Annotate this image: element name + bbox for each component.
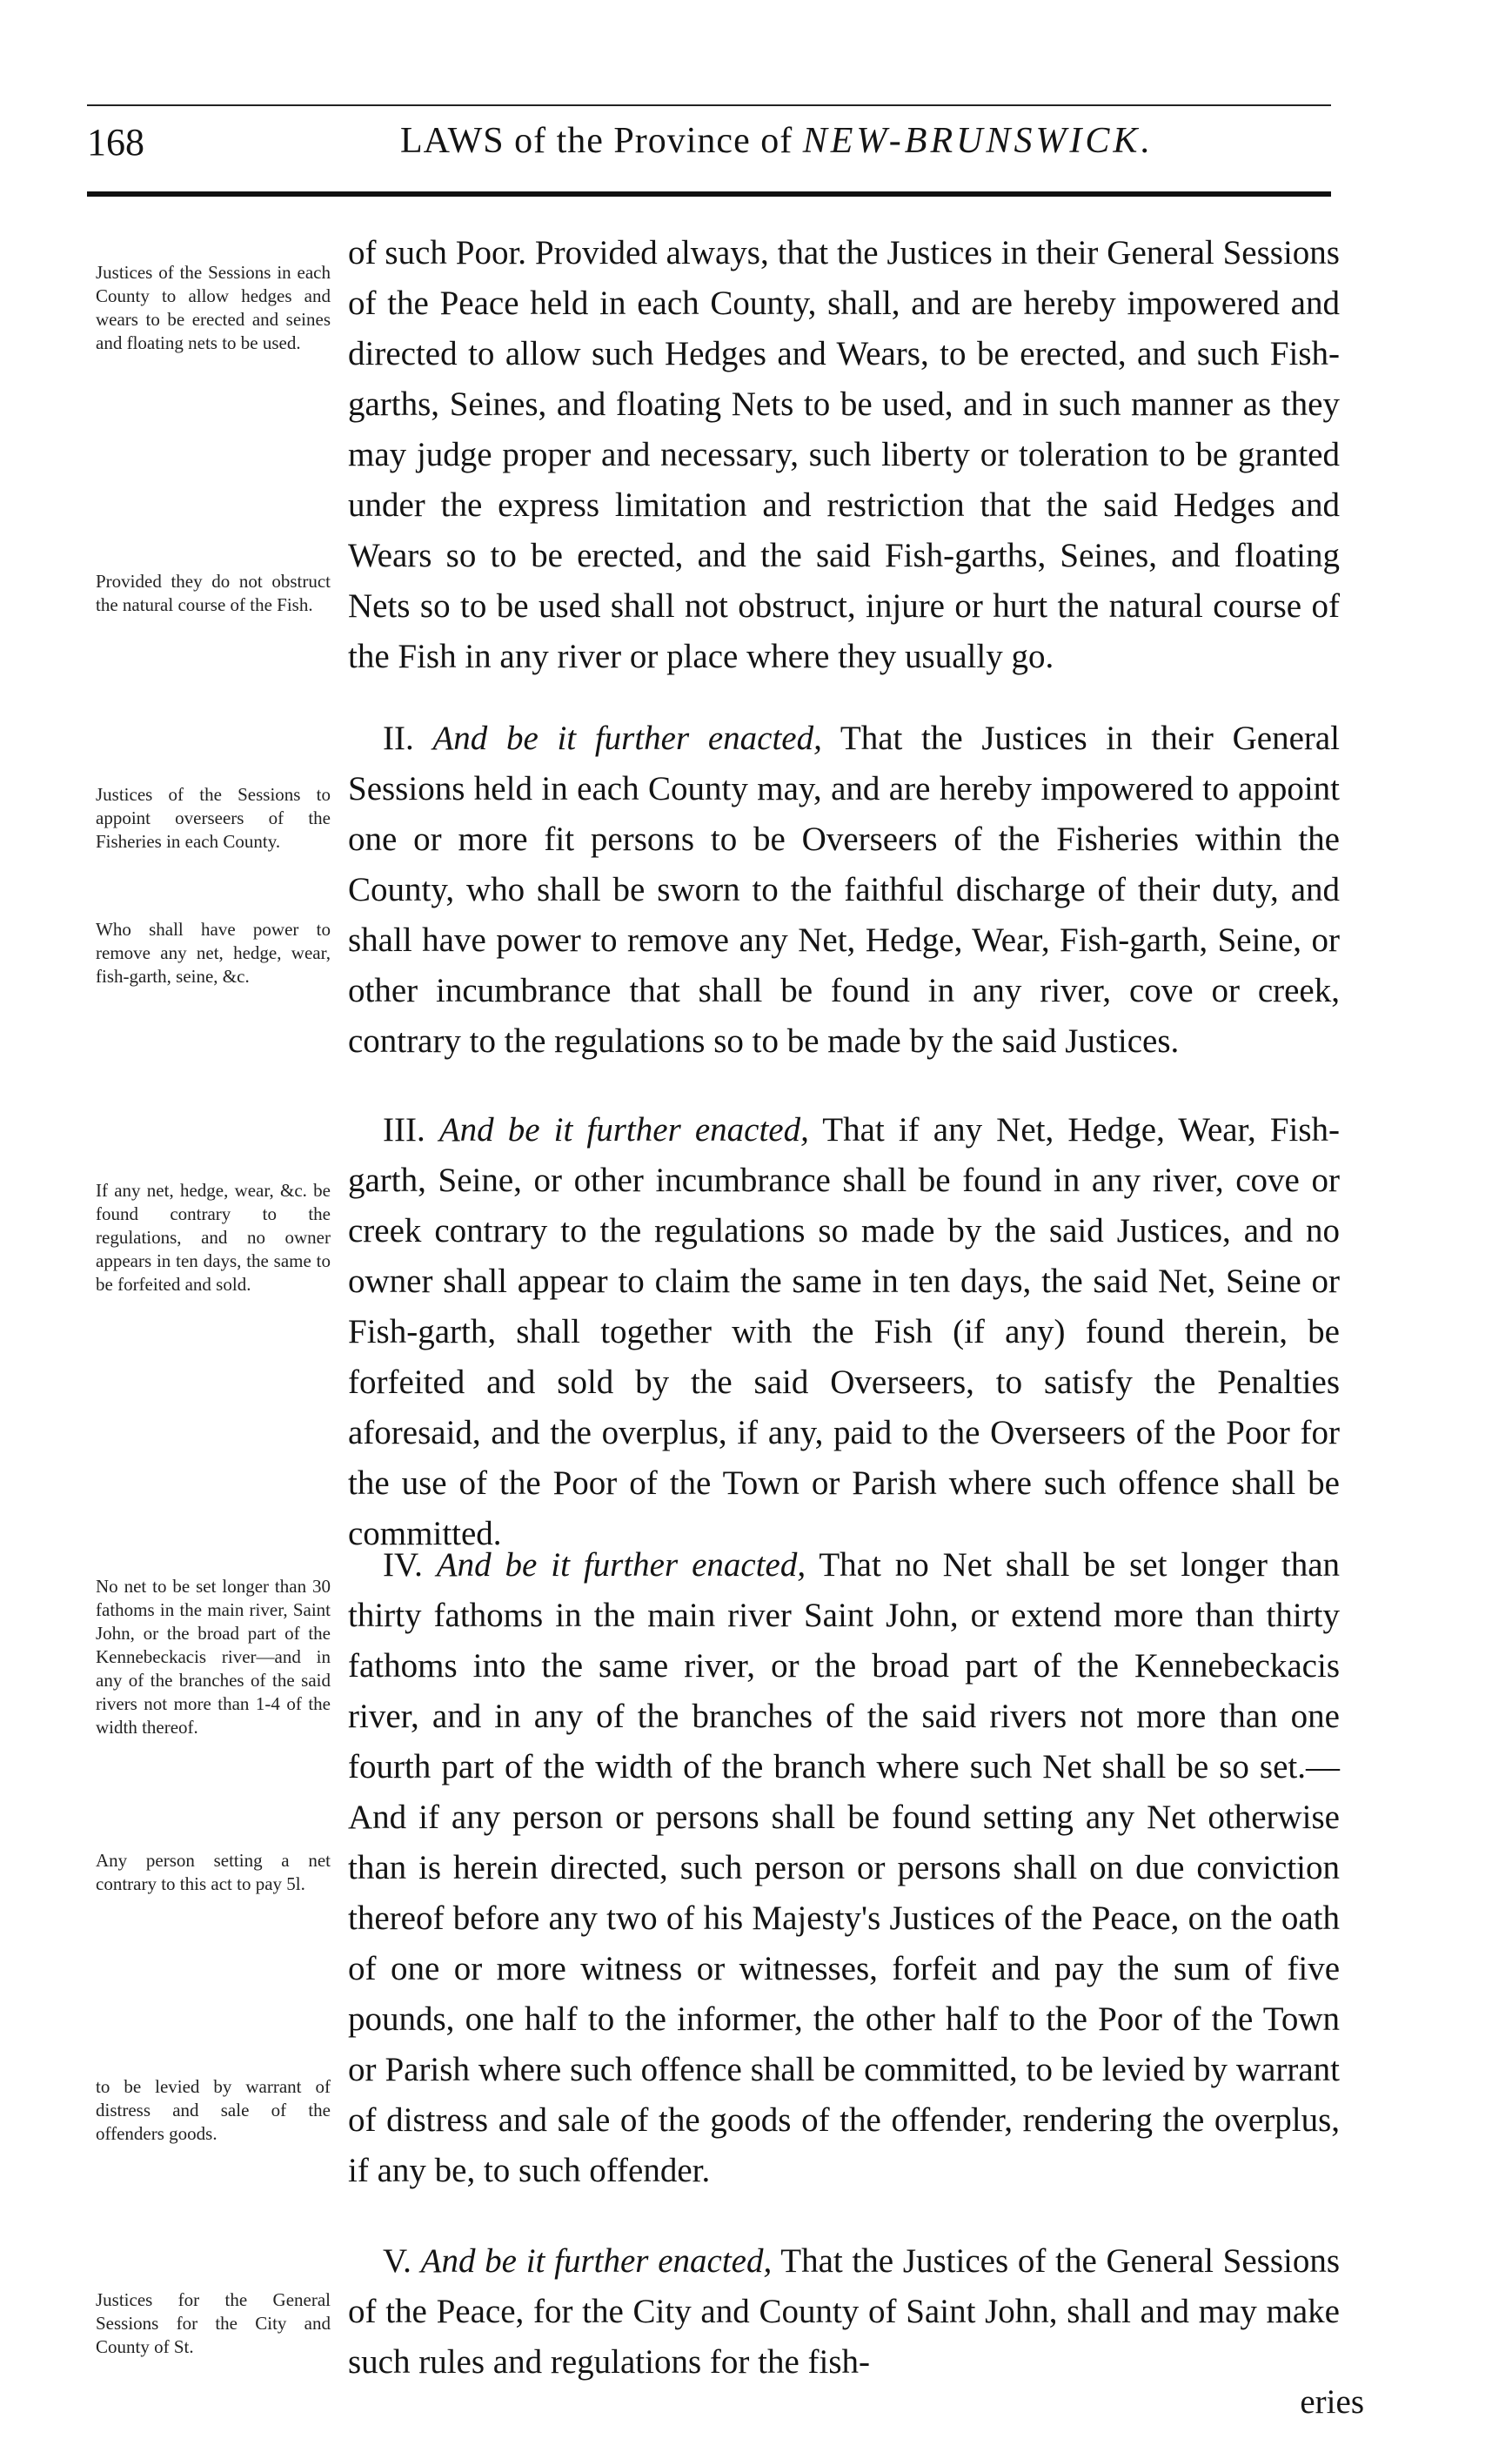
- marginal-note: Justices for the General Sessions for the City and County of St.: [96, 2289, 331, 2357]
- running-title: [400, 120, 1154, 162]
- marginal-note: Justices of the Sessions to appoint overseers of the Fisheries in each County.: [96, 784, 331, 852]
- section-v: [348, 2236, 1340, 2388]
- section-body: That the Justices of the General Sessions of the Peace, for the City and County of Saint John, shall and may make such rules and regulations for the fish-: [348, 2242, 1341, 2381]
- section-lead-in: And be it further enacted,: [436, 1546, 806, 1584]
- section-numeral: V.: [383, 2242, 411, 2280]
- header-rule: [87, 191, 1331, 197]
- running-header: [87, 113, 1331, 174]
- section-numeral: II.: [383, 720, 414, 757]
- section-body: That no Net shall be set longer than thirty fathoms in the main river Saint John, or extend more than thirty fathoms into the same river, or the broad part of the Kennebeckacis river, and in any of the branches of the said rivers not more than one fourth part of the width of the branch where such Net shall be so set.—And if any person or persons shall be found setting any Net otherwise than is herein directed, such person or persons shall on due conviction thereof before any two of his Majesty's Justices of the Peace, on the oath of one or more witness or witnesses, forfeit and pay the sum of five pounds, one half to the informer, the other half to the Poor of the Town or Parish where such offence shall be committed, to be levied by warrant of distress and sale of the goods of the offender, rendering the overplus, if any be, to such offender.: [348, 1546, 1341, 2189]
- section-lead-in: And be it further enacted,: [420, 2242, 773, 2280]
- section-body: That the Justices in their General Sessions held in each County may, and are hereby impowered to appoint one or more fit persons to be Overseers of the Fisheries within the County, who shall be sworn to the faithful discharge of their duty, and shall have power to remove any Net, Hedge, Wear, Fish-garth, Seine, or other incumbrance that shall be found in any river, cove or creek, contrary to the regulations so to be made by the said Justices.: [348, 720, 1341, 1060]
- marginal-note: If any net, hedge, wear, &c. be found contrary to the regulations, and no owner appears in ten days, the same to be forfeited and sold.: [96, 1180, 331, 1295]
- section-lead-in: And be it further enacted,: [432, 720, 822, 757]
- section-ii: [348, 713, 1340, 1067]
- marginal-note: No net to be set longer than 30 fathoms in the main river, Saint John, or the broad part of the Kennebeckacis river—and in any of the branches of the said rivers not more than 1-4 of the width thereof.: [96, 1576, 331, 1738]
- section-body: That if any Net, Hedge, Wear, Fish-garth, Seine, or other incumbrance shall be found in any river, cove or creek contrary to the regulations so made by the said Justices, and no owner shall appear to claim the same in ten days, the said Net, Seine or Fish-garth, shall together with the Fish (if any) found therein, be forfeited and sold by the said Overseers, to satisfy the Penalties aforesaid, and the overplus, if any, paid to the Overseers of the Poor for the use of the Poor of the Town or Parish where such offence shall be committed.: [348, 1111, 1341, 1552]
- section-continuation: [348, 228, 1340, 682]
- section-numeral: III.: [383, 1111, 425, 1149]
- marginal-note: Any person setting a net contrary to this act to pay 5l.: [96, 1850, 331, 1894]
- marginal-note: Provided they do not obstruct the natural course of the Fish.: [96, 571, 331, 615]
- section-numeral: IV.: [383, 1546, 423, 1584]
- section-iv: [348, 1540, 1340, 2196]
- marginal-note: Justices of the Sessions in each County to allow hedges and wears to be erected and seines and floating nets to be used.: [96, 262, 331, 353]
- section-iii: [348, 1105, 1340, 1559]
- header-top-rule: [87, 104, 1331, 106]
- section-body: of such Poor. Provided always, that the Justices in their General Sessions of the Peace held in each County, shall, and are hereby impowered and directed to allow such Hedges and Wears, to be erected, and such Fish-garths, Seines, and floating Nets to be used, and in such manner as they may judge proper and necessary, such liberty or toleration to be granted under the express limitation and restriction that the said Hedges and Wears so to be erected, and the said Fish-garths, Seines, and floating Nets so to be used shall not obstruct, injure or hurt the natural course of the Fish in any river or place where they usually go.: [348, 234, 1340, 675]
- running-title-province: NEW-BRUNSWICK.: [802, 121, 1154, 161]
- running-title-prefix: LAWS of the Province of: [400, 121, 793, 161]
- section-lead-in: And be it further enacted,: [438, 1111, 809, 1149]
- catchword: eries: [1300, 2383, 1364, 2421]
- marginal-note: to be levied by warrant of distress and sale of the offenders goods.: [96, 2076, 331, 2144]
- marginal-note: Who shall have power to remove any net, hedge, wear, fish-garth, seine, &c.: [96, 919, 331, 987]
- page-number: 168: [87, 121, 144, 164]
